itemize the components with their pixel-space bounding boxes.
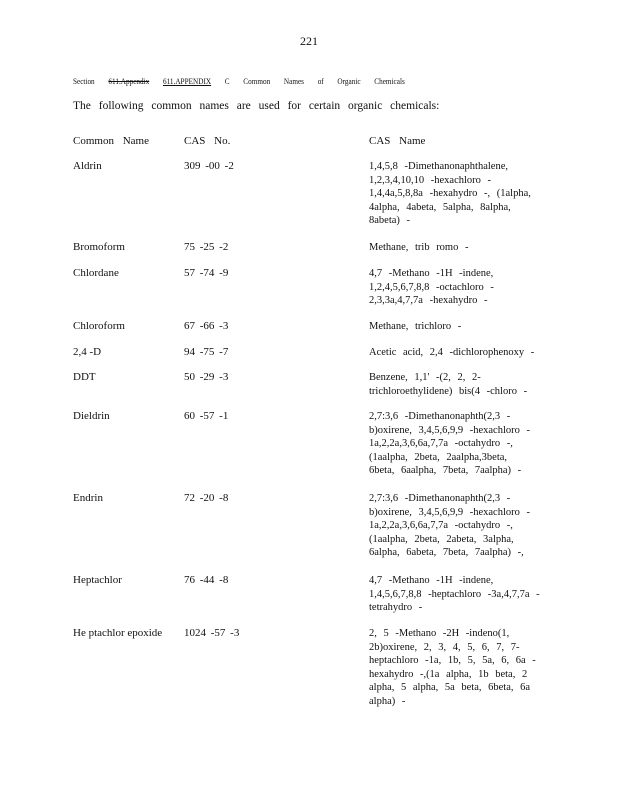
cas-name-line: alpha, 5 alpha, 5a beta, 6beta, 6a: [369, 682, 531, 693]
row-cas-name: [369, 371, 547, 398]
row-common-name: Dieldrin: [73, 410, 110, 422]
section-word: Chemicals: [374, 76, 405, 86]
row-cas-number: 75 -25 -2: [184, 241, 229, 253]
row-cas-name: [369, 267, 547, 308]
cas-name-line: 2b)oxirene, 2, 3, 4, 5, 6, 7, 7-: [369, 641, 520, 653]
cas-name-line: b)oxirene, 3,4,5,6,9,9 -hexachloro -: [369, 424, 530, 436]
intro-text: The following common names are used for certain organic chemicals:: [73, 100, 440, 112]
cas-name-line: 4,7 -Methano -1H -indene,: [369, 268, 494, 279]
cas-name-line: 1,4,5,6,7,8,8 -heptachloro -3a,4,7,7a -: [369, 588, 540, 600]
section-word: Names: [283, 76, 304, 86]
cas-name-line: (1aalpha, 2beta, 2abeta, 3alpha,: [369, 533, 514, 545]
row-cas-name: [369, 410, 547, 478]
cas-name-line: (1aalpha, 2beta, 2aalpha,3beta,: [369, 451, 508, 463]
column-header-cas-name: CAS Name: [369, 135, 426, 147]
cas-name-line: alpha) -: [369, 695, 406, 707]
column-header-cas-no: CAS No.: [184, 135, 231, 147]
row-cas-name: [369, 320, 547, 334]
section-new-ref: 611.APPENDIX: [162, 76, 212, 86]
cas-name-line: 1,2,3,4,10,10 -hexachloro -: [369, 174, 492, 186]
section-label: Section: [73, 76, 95, 86]
row-common-name: Heptachlor: [73, 574, 122, 586]
cas-name-line: heptachloro -1a, 1b, 5, 5a, 6, 6a -: [369, 655, 536, 666]
cas-name-line: 1,2,4,5,6,7,8,8 -octachloro -: [369, 281, 494, 293]
section-old-ref: 611.Appendix: [108, 76, 150, 86]
section-word: of: [317, 76, 324, 86]
cas-name-line: Methane, trichloro -: [369, 321, 462, 332]
row-common-name: Bromoform: [73, 241, 125, 253]
cas-name-line: 4alpha, 4abeta, 5alpha, 8alpha,: [369, 201, 511, 213]
cas-name-line: 6alpha, 6abeta, 7beta, 7aalpha) -,: [369, 547, 524, 558]
row-cas-number: 76 -44 -8: [184, 574, 229, 586]
section-letter: C: [224, 76, 230, 86]
cas-name-line: Benzene, 1,1' -(2, 2, 2-: [369, 372, 481, 383]
row-cas-number: 67 -66 -3: [184, 320, 229, 332]
cas-name-line: b)oxirene, 3,4,5,6,9,9 -hexachloro -: [369, 506, 530, 518]
row-cas-name: [369, 574, 547, 615]
section-word: Organic: [337, 76, 361, 86]
cas-name-line: 1,4,4a,5,8,8a -hexahydro -, (1alpha,: [369, 188, 531, 199]
section-word: Common: [243, 76, 271, 86]
section-heading: [73, 76, 417, 86]
row-common-name: Endrin: [73, 492, 103, 504]
row-common-name: DDT: [73, 371, 96, 383]
row-cas-name: [369, 346, 547, 360]
row-common-name: He ptachlor epoxide: [73, 627, 163, 639]
cas-name-line: Acetic acid, 2,4 -dichlorophenoxy -: [369, 347, 535, 358]
page-number: 221: [300, 34, 318, 48]
row-common-name: Chlordane: [73, 267, 119, 279]
cas-name-line: 2,3,3a,4,7,7a -hexahydro -: [369, 295, 488, 306]
row-common-name: Aldrin: [73, 160, 102, 172]
row-cas-number: 72 -20 -8: [184, 492, 229, 504]
cas-name-line: 4,7 -Methano -1H -indene,: [369, 575, 494, 586]
cas-name-line: 2,7:3,6 -Dimethanonaphth(2,3 -: [369, 493, 511, 504]
cas-name-line: 6beta, 6aalpha, 7beta, 7aalpha) -: [369, 465, 522, 476]
cas-name-line: hexahydro -,(1a alpha, 1b beta, 2: [369, 668, 528, 680]
row-cas-name: [369, 492, 547, 560]
cas-name-line: trichloroethylidene) bis(4 -chloro -: [369, 385, 528, 397]
row-cas-number: 309 -00 -2: [184, 160, 234, 172]
row-cas-number: 1024 -57 -3: [184, 627, 240, 639]
column-header-common-name: Common Name: [73, 135, 149, 147]
cas-name-line: 1a,2,2a,3,6,6a,7,7a -octahydro -,: [369, 438, 513, 449]
row-common-name: Chloroform: [73, 320, 125, 332]
row-common-name: 2,4 -D: [73, 346, 102, 358]
row-cas-number: 94 -75 -7: [184, 346, 229, 358]
cas-name-line: 2, 5 -Methano -2H -indeno(1,: [369, 628, 510, 639]
row-cas-number: 50 -29 -3: [184, 371, 229, 383]
cas-name-line: 1a,2,2a,3,6,6a,7,7a -octahydro -,: [369, 520, 513, 531]
row-cas-name: [369, 241, 547, 255]
cas-name-line: tetrahydro -: [369, 602, 423, 613]
row-cas-name: [369, 160, 547, 228]
cas-name-line: Methane, trib romo -: [369, 242, 469, 253]
row-cas-number: 57 -74 -9: [184, 267, 229, 279]
row-cas-name: [369, 627, 547, 708]
cas-name-line: 2,7:3,6 -Dimethanonaphth(2,3 -: [369, 411, 511, 422]
cas-name-line: 8abeta) -: [369, 215, 411, 226]
row-cas-number: 60 -57 -1: [184, 410, 229, 422]
cas-name-line: 1,4,5,8 -Dimethanonaphthalene,: [369, 161, 509, 172]
